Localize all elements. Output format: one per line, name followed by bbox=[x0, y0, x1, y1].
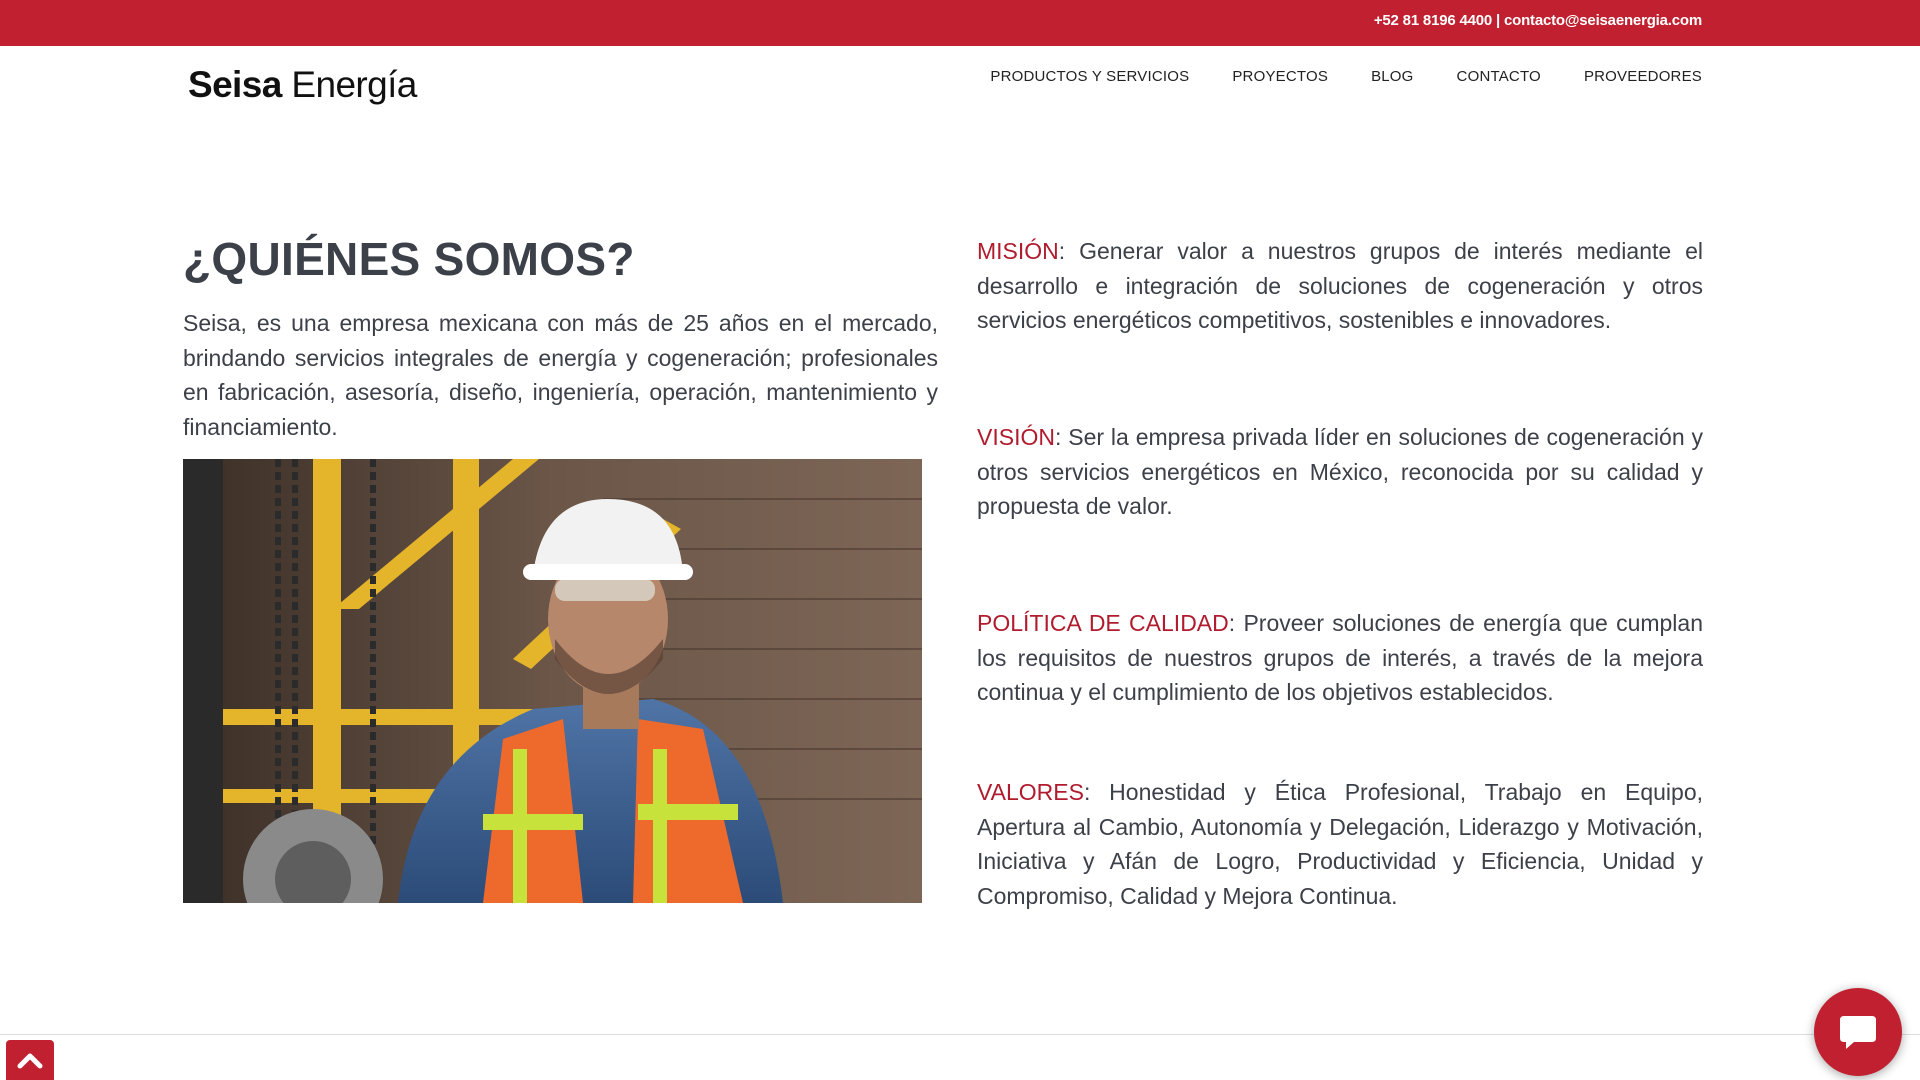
nav-item-projects[interactable]: PROYECTOS bbox=[1232, 68, 1329, 85]
values-label: VALORES bbox=[977, 779, 1084, 805]
contact-link[interactable]: +52 81 8196 4400 | contacto@seisaenergia.com bbox=[1373, 12, 1702, 29]
mission-block bbox=[977, 234, 1703, 338]
values-text: : Honestidad y Ética Profesional, Trabajo en Equipo, Apertura al Cambio, Autonomía y Delegación, Liderazgo y Motivación, Iniciativa y Afán de Logro, Productividad y Eficiencia, Unidad y Compromiso, Calidad y Mejora Continua. bbox=[977, 779, 1703, 909]
nav-item-contact[interactable]: CONTACTO bbox=[1456, 68, 1541, 85]
top-contact-bar bbox=[0, 0, 1920, 46]
chat-bubble-icon bbox=[1836, 1010, 1880, 1054]
scroll-to-top-button[interactable] bbox=[6, 1040, 54, 1080]
mission-text: : Generar valor a nuestros grupos de interés mediante el desarrollo e integración de soluciones de cogeneración y otros servicios energéticos competitivos, sostenibles e innovadores. bbox=[977, 238, 1703, 333]
site-header bbox=[0, 46, 1920, 128]
footer-divider bbox=[0, 1034, 1920, 1035]
site-logo[interactable] bbox=[188, 64, 417, 106]
contact-info[interactable] bbox=[1374, 12, 1702, 29]
mission-label: MISIÓN bbox=[977, 238, 1059, 264]
nav-item-suppliers[interactable]: PROVEEDORES bbox=[1583, 68, 1702, 85]
logo-text-bold: Seisa bbox=[188, 64, 282, 105]
about-title: ¿QUIÉNES SOMOS? bbox=[183, 233, 635, 285]
chat-button[interactable] bbox=[1814, 988, 1902, 1076]
main-nav bbox=[990, 68, 1702, 85]
quality-policy-label: POLÍTICA DE CALIDAD bbox=[977, 610, 1229, 636]
vision-block bbox=[977, 420, 1703, 524]
nav-item-products-services[interactable]: PRODUCTOS Y SERVICIOS bbox=[990, 68, 1190, 85]
values-block bbox=[977, 775, 1703, 913]
vision-text: : Ser la empresa privada líder en soluciones de cogeneración y otros servicios energéticos en México, reconocida por su calidad y propuesta de valor. bbox=[977, 424, 1703, 519]
about-intro: Seisa, es una empresa mexicana con más de 25 años en el mercado, brindando servicios integrales de energía y cogeneración; profesionales en fabricación, asesoría, diseño, ingeniería, operación, mantenimiento y financiamiento. bbox=[183, 310, 938, 440]
logo-text-light: Energía bbox=[291, 64, 417, 105]
nav-item-blog[interactable]: BLOG bbox=[1371, 68, 1414, 85]
vision-label: VISIÓN bbox=[977, 424, 1055, 450]
worker-photo bbox=[183, 459, 922, 903]
quality-policy-block bbox=[977, 606, 1703, 710]
chevron-up-icon bbox=[16, 1050, 44, 1070]
quality-policy-text: : Proveer soluciones de energía que cumplan los requisitos de nuestros grupos de interés, a través de la mejora continua y el cumplimiento de los objetivos establecidos. bbox=[977, 610, 1703, 705]
